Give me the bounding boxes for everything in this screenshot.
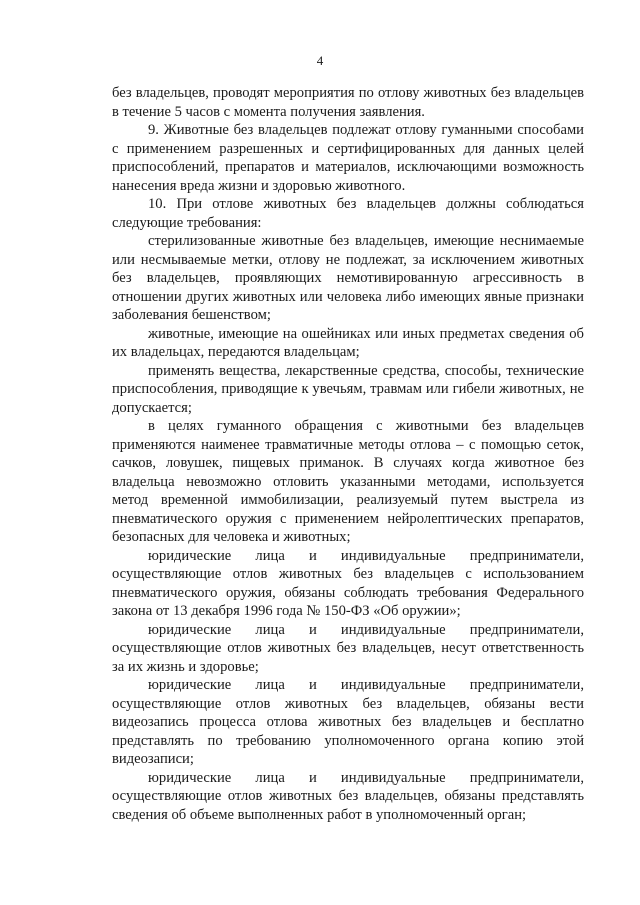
paragraph: 10. При отлове животных без владельцев должны соблюдаться следующие требования: (112, 196, 584, 231)
paragraph: юридические лица и индивидуальные предприниматели, осуществляющие отлов животных без владельцев, обязаны вести видеозапись процесса отлова животных без владельцев и бесплатно представлять по требованию уполномоченного органа копию этой видеозаписи; (112, 677, 584, 767)
paragraph: 9. Животные без владельцев подлежат отлову гуманными способами с применением разрешенных и сертифицированных для данных целей приспособлений, препаратов и материалов, исключающими возможность нанесения вреда жизни и здоровью животного. (112, 122, 584, 194)
paragraph: применять вещества, лекарственные средства, способы, технические приспособления, приводящие к увечьям, травмам или гибели животных, не допускается; (112, 362, 584, 416)
paragraph: юридические лица и индивидуальные предприниматели, осуществляющие отлов животных без владельцев, обязаны представлять сведения об объеме выполненных работ в уполномоченный орган; (112, 769, 584, 823)
paragraph: в целях гуманного обращения с животными без владельцев применяются наименее травматичные методы отлова – с помощью сеток, сачков, ловушек, пищевых приманок. В случаях когда животное без владельца невозможно отловить указанными методами, используется метод временной иммобилизации, реализуемый путем выстрела из пневматического оружия с применением нейролептических препаратов, безопасных для человека и животных; (112, 418, 584, 545)
paragraph: без владельцев, проводят мероприятия по отлову животных без владельцев в течение 5 часов с момента получения заявления. (112, 85, 584, 120)
paragraph: стерилизованные животные без владельцев, имеющие неснимаемые или несмываемые метки, отлову не подлежат, за исключением животных без владельцев, проявляющих немотивированную агрессивность в отношении других животных или человека либо имеющих явные признаки заболевания бешенством; (112, 233, 584, 323)
paragraph: юридические лица и индивидуальные предприниматели, осуществляющие отлов животных без владельцев с использованием пневматического оружия, обязаны соблюдать требования Федерального закона от 13 декабря 1996 года № 150-ФЗ «Об оружии»; (112, 547, 584, 619)
document-body (112, 84, 584, 824)
paragraph: юридические лица и индивидуальные предприниматели, осуществляющие отлов животных без владельцев, несут ответственность за их жизнь и здоровье; (112, 621, 584, 675)
page-number: 4 (316, 53, 324, 68)
paragraph: животные, имеющие на ошейниках или иных предметах сведения об их владельцах, передаются владельцам; (112, 325, 584, 360)
